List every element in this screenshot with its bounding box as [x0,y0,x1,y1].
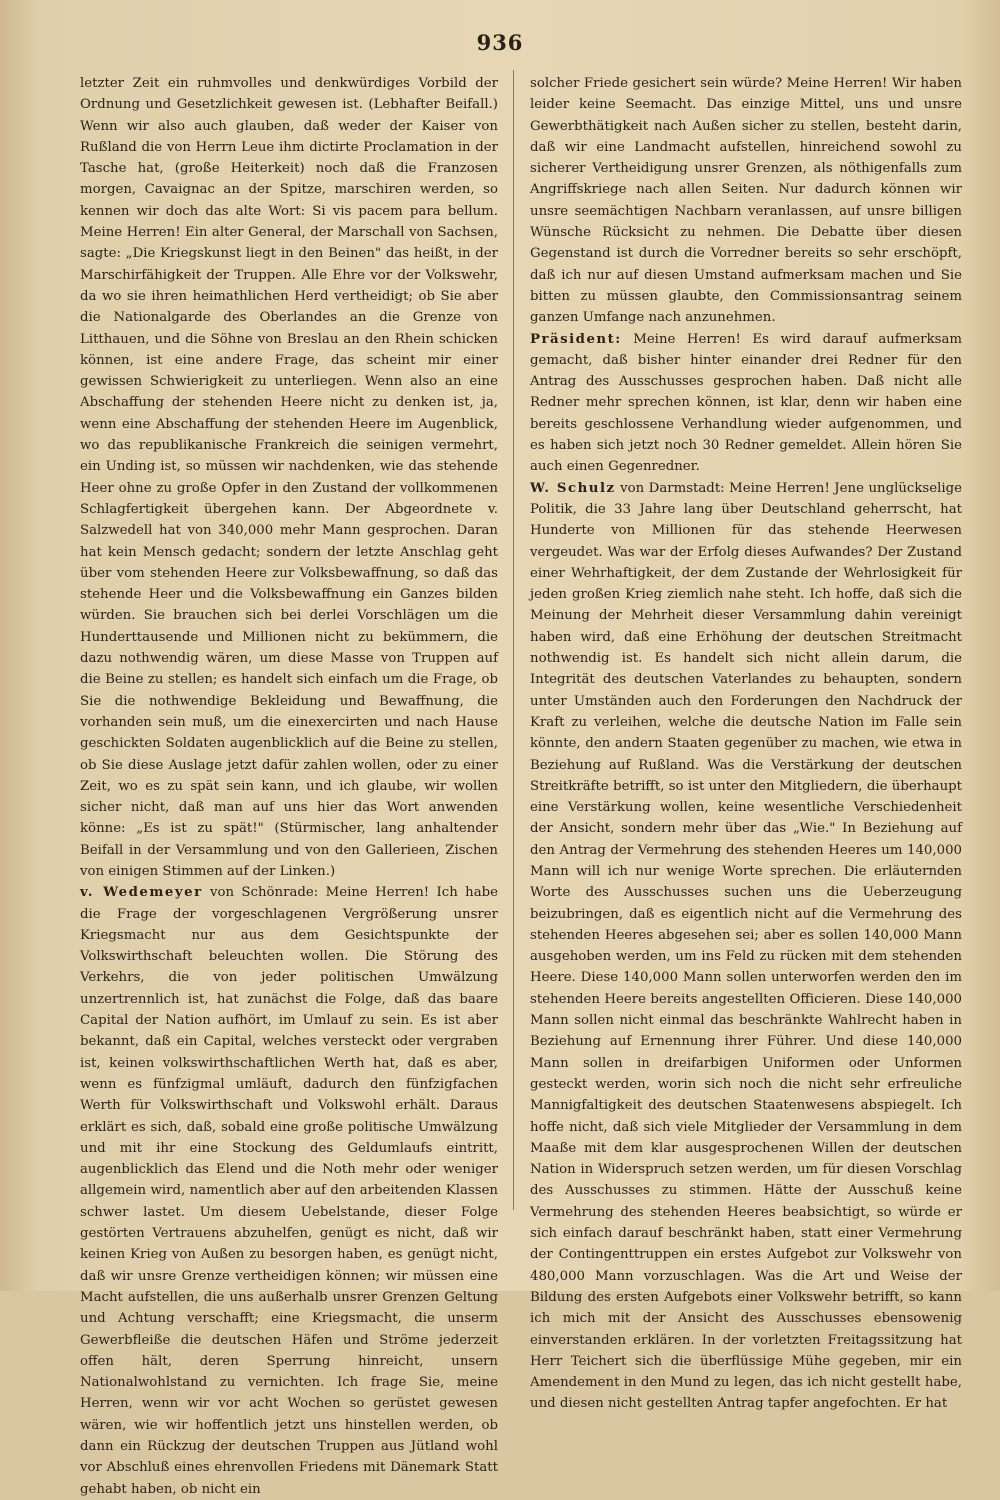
right-paragraph-2 [530,329,962,478]
left-paragraph-1: letzter Zeit ein ruhmvolles und denkwürdiges Vorbild der Ordnung und Gesetzlichkeit gewesen ist. (Lebhafter Beifall.) Wenn wir also auch glauben, daß weder der Kaiser von Rußland die von Herrn Leue ihm dictirte Proclamation in der Tasche hat, (große Heiterkeit) noch daß die Franzosen morgen, Cavaignac an der Spitze, marschiren werden, so kennen wir doch das alte Wort: Si vis pacem para bellum. Meine Herren! Ein alter General, der Marschall von Sachsen, sagte: „Die Kriegskunst liegt in den Beinen" das heißt, in der Marschirfähigkeit der Truppen. Alle Ehre vor der Volkswehr, da wo sie ihren heimathlichen Herd vertheidigt; ob Sie aber die Nationalgarde des Oberlandes an die Grenze von Litthauen, und die Söhne von Breslau an den Rhein schicken können, ist eine andere Frage, das scheint mir einer gewissen Schwierigkeit zu unterliegen. Wenn also an eine Abschaffung der stehenden Heere nicht zu denken ist, ja, wenn eine Abschaffung der stehenden Heere im Augenblick, wo das republikanische Frankreich die seinigen vermehrt, ein Unding ist, so müssen wir nachdenken, wie das stehende Heer ohne zu große Opfer in den Zustand der vollkommenen Schlagfertigkeit übergehen kann. Der Abgeordnete v. Salzwedell hat von 340,000 mehr Mann gesprochen. Daran hat kein Mensch gedacht; sondern der letzte Anschlag geht über vom stehenden Heere zur Volksbewaffnung, so daß das stehende Heer und die Volksbewaffnung ein Ganzes bilden würden. Sie brauchen sich bei derlei Vorschlägen um die Hunderttausende und Millionen nicht zu bekümmern, die dazu nothwendig wären, um diese Masse von Truppen auf die Beine zu stellen; es handelt sich einfach um die Frage, ob Sie die nothwendige Bekleidung und Bewaffnung, die vorhanden sein muß, um die einexercirten und nach Hause geschickten Soldaten augenblicklich auf die Beine zu stellen, ob Sie diese Auslage jetzt dafür zahlen wollen, oder zu einer Zeit, wo es zu spät sein kann, und ich glaube, wir wollen sicher nicht, daß man auf uns hier das Wort anwenden könne: „Es ist zu spät!" (Stürmischer, lang anhaltender Beifall in der Versammlung und von den Gallerieen, Zischen von einigen Stimmen auf der Linken.) [80,76,498,879]
column-divider [513,70,514,1210]
left-paragraph-2 [80,882,498,1500]
speaker-name: Präsident: [530,331,622,347]
speech-text: von Schönrade: Meine Herren! Ich habe die Frage der vorgeschlagenen Vergrößerung unsrer Kriegsmacht nur aus dem Gesichtspunkte der Volkswirthschaft beleuchten wollen. Die Störung des Verkehrs, die von jeder politischen Umwälzung unzertrennlich ist, hat zunächst die Folge, daß das baare Capital der Nation aufhört, im Umlauf zu sein. Es ist aber bekannt, daß ein Capital, welches versteckt oder vergraben ist, keinen volkswirthschaftlichen Werth hat, daß es aber, wenn es fünfzigmal umläuft, dadurch den fünfzigfachen Werth für Volkswirthschaft und Volkswohl erhält. Daraus erklärt es sich, daß, sobald eine große politische Umwälzung und mit ihr eine Stockung des Geldumlaufs eintritt, augenblicklich das Elend und die Noth mehr oder weniger allgemein wird, namentlich aber auf den arbeitenden Klassen schwer lastet. Um diesem Uebelstande, dieser Folge gestörten Vertrauens abzuhelfen, genügt es nicht, daß wir keinen Krieg von Außen zu besorgen haben, es genügt nicht, daß wir unsre Grenze vertheidigen können; wir müssen eine Macht aufstellen, die uns außerhalb unsrer Grenzen Geltung und Achtung verschafft; eine Kriegsmacht, die unserm Gewerbfleiße die deutschen Häfen und Ströme jederzeit offen hält, deren Sperrung hinreicht, unsern Nationalwohlstand zu vernichten. Ich frage Sie, meine Herren, wenn wir vor acht Wochen so gerüstet gewesen wären, wie wir hoffentlich jetzt uns hinstellen werden, ob dann ein Rückzug der deutschen Truppen aus Jütland wohl vor Abschluß eines ehrenvollen Friedens mit Dänemark Statt gehabt haben, ob nicht ein [80,885,499,1497]
right-column [530,73,962,1412]
speech-text: von Darmstadt: Meine Herren! Jene unglückselige Politik, die 33 Jahre lang über Deutschland geherrscht, hat Hunderte von Millionen für das stehende Heerwesen vergeudet. Was war der Erfolg dieses Aufwandes? Der Zustand einer Wehrhaftigkeit, der dem Zustande der Wehrlosigkeit für jeden großen Krieg ziemlich nahe steht. Ich hoffe, daß sich die Meinung der Mehrheit dieser Versammlung dahin vereinigt haben wird, daß eine Erhöhung der deutschen Streitmacht nothwendig ist. Es handelt sich nicht allein darum, die Integrität des deutschen Vaterlandes zu behaupten, sondern unter Umständen auch den Forderungen den Nachdruck der Kraft zu verleihen, welche die deutsche Nation im Falle sein könnte, den andern Staaten gegenüber zu machen, wie etwa in Beziehung auf Rußland. Was die Verstärkung der deutschen Streitkräfte betrifft, so ist unter den Mitgliedern, die überhaupt eine Verstärkung wollen, keine wesentliche Verschiedenheit der Ansicht, sondern mehr über das „Wie." In Beziehung auf den Antrag der Vermehrung des stehenden Heeres um 140,000 Mann will ich nur wenige Worte sprechen. Die erläuternden Worte des Ausschusses suchen uns die Ueberzeugung beizubringen, daß es eigentlich nicht auf die Vermehrung des stehenden Heeres abgesehen sei; aber es sollen 140,000 Mann ausgehoben werden, um ins Feld zu rücken mit dem stehenden Heere. Diese 140,000 Mann sollen unterworfen werden den im stehenden Heere bereits angestellten Officieren. Diese 140,000 Mann sollen nicht einmal das beschränkte Wahlrecht haben in Beziehung auf Ernennung ihrer Führer. Und diese 140,000 Mann sollen in dreifarbigen Uniformen oder Unformen gesteckt werden, worin sich noch die nicht sehr erfreuliche Mannigfaltigkeit des deutschen Staatenwesens abspiegelt. Ich hoffe nicht, daß sich viele Mitglieder der Versammlung in dem Maaße mit dem klar ausgesprochenen Willen der deutschen Nation in Widerspruch setzen werden, um für diesen Vorschlag des Ausschusses zu stimmen. Hätte der Ausschuß keine Vermehrung des stehenden Heeres beabsichtigt, so würde er sich einfach darauf beschränkt haben, statt einer Vermehrung der Contingenttruppen ein erstes Aufgebot zur Volkswehr von 480,000 Mann vorzuschlagen. Was die Art und Weise der Bildung des ersten Aufgebots einer Volkswehr betrifft, so kann ich mich mit der Ansicht des Ausschusses ebensowenig einverstanden erklären. In der vorletzten Freitagssitzung hat Herr Teichert sich die überflüssige Mühe gegeben, mir ein Amendement in den Mund zu legen, das ich nicht gestellt habe, und diesen nicht gestellten Antrag tapfer angefochten. Er hat [530,480,962,1412]
speaker-name: v. Wedemeyer [80,885,203,901]
speaker-name: W. Schulz [530,480,616,496]
left-column [80,73,499,1497]
right-paragraph-3 [530,478,962,1415]
speech-text: Meine Herren! Es wird darauf aufmerksam gemacht, daß bisher hinter einander drei Redner für den Antrag des Ausschusses gesprochen haben. Daß nicht alle Redner mehr sprechen können, ist klar, denn wir haben eine bereits geschlossene Verhandlung wieder aufgenommen, und es haben sich jetzt noch 30 Redner gemeldet. Allein hören Sie auch einen Gegenredner. [530,331,962,475]
page-number: 936 [476,30,524,55]
right-paragraph-1: solcher Friede gesichert sein würde? Meine Herren! Wir haben leider keine Seemacht. Das einzige Mittel, uns und unsre Gewerbthätigkeit nach Außen sicher zu stellen, besteht darin, daß wir eine Landmacht aufstellen, hinreichend sowohl zu sicherer Vertheidigung unsrer Grenzen, als nöthigenfalls zum Angriffskriege nach allen Seiten. Nur dadurch können wir unsre seemächtigen Nachbarn veranlassen, auf unsre billigen Wünsche Rücksicht zu nehmen. Die Debatte über diesen Gegenstand ist durch die Vorredner bereits so sehr erschöpft, daß ich nur auf diesen Umstand aufmerksam machen und Sie bitten zu müssen glaubte, den Commissionsantrag seinem ganzen Umfange nach anzunehmen. [530,76,962,326]
